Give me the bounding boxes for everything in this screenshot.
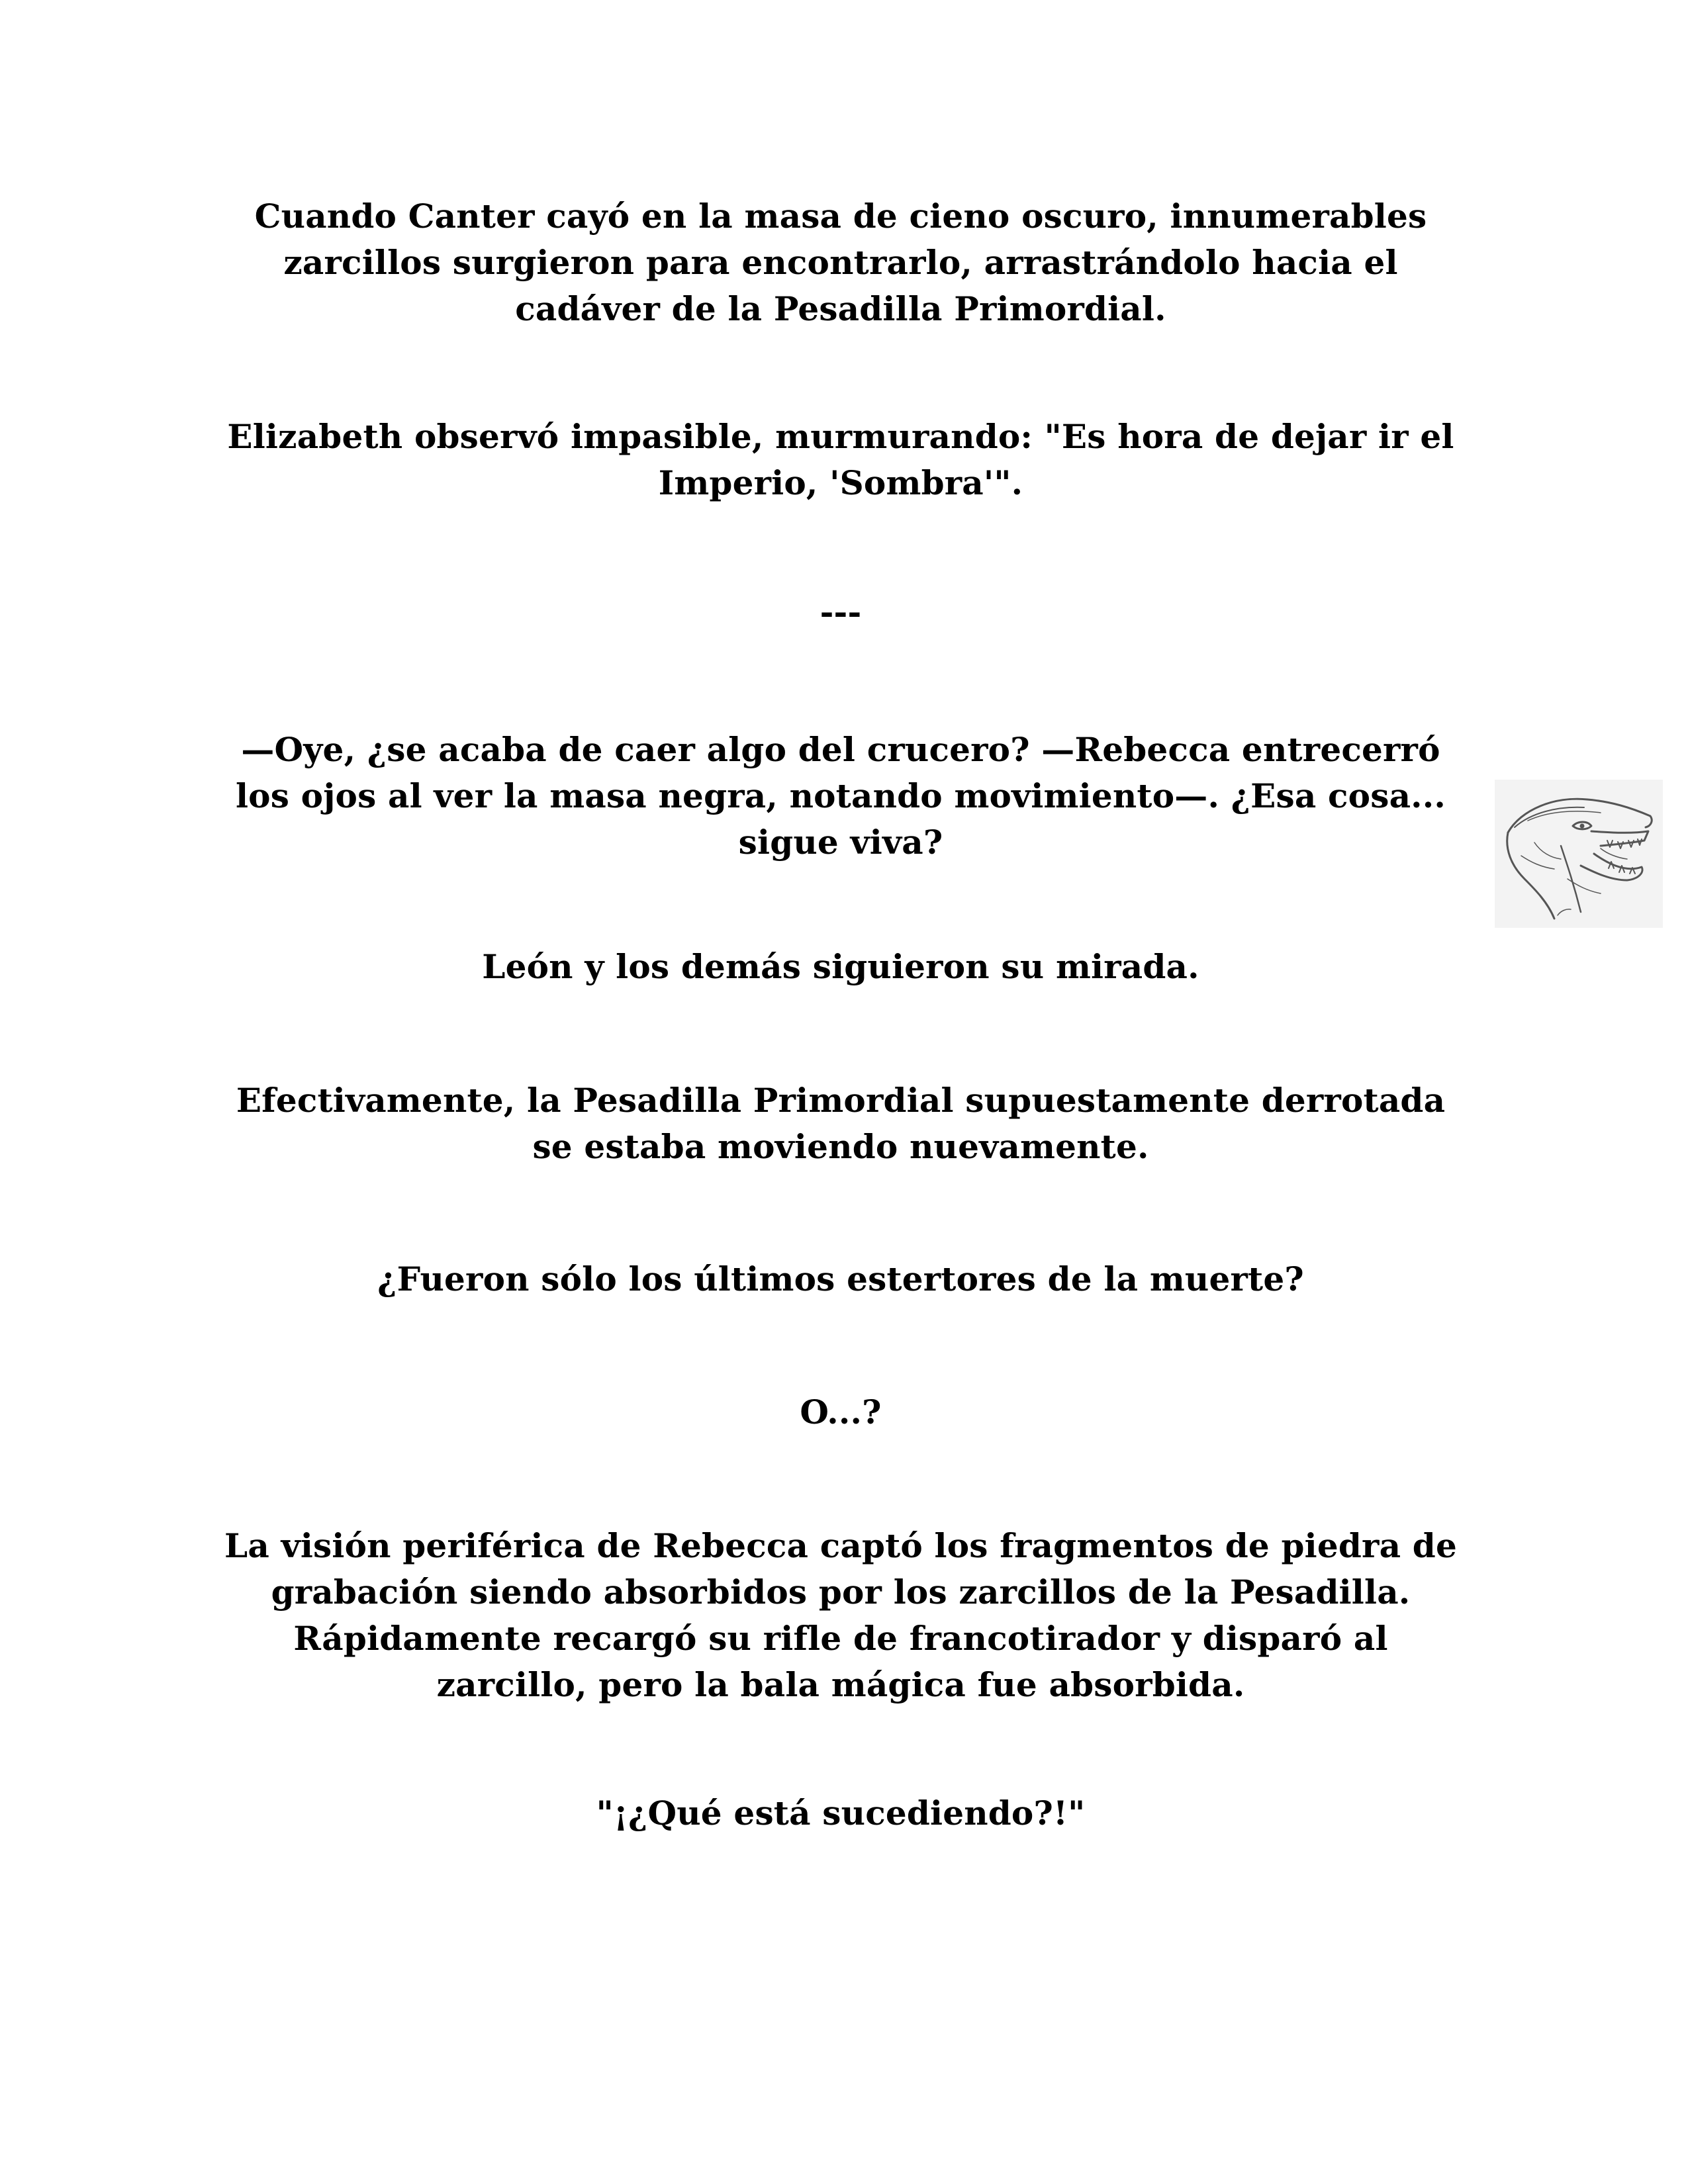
section-separator: --- <box>820 592 862 631</box>
paragraph-5: Efectivamente, la Pesadilla Primordial supuestamente derrotada se estaba moviendo nuevamente. <box>236 1081 1446 1166</box>
paragraph-6: ¿Fueron sólo los últimos estertores de la muerte? <box>377 1259 1304 1298</box>
paragraph-9: "¡¿Qué está sucediendo?!" <box>596 1794 1086 1833</box>
paragraph-4: León y los demás siguieron su mirada. <box>482 947 1199 986</box>
dinosaur-head-sketch-icon <box>1495 780 1663 928</box>
paragraph-3: —Oye, ¿se acaba de caer algo del crucero? —Rebecca entrecerró los ojos al ver la masa negra, notando movimiento—. ¿Esa cosa... sigue viva? <box>235 730 1446 862</box>
paragraph-2: Elizabeth observó impasible, murmurando: "Es hora de dejar ir el Imperio, 'Sombra'". <box>227 417 1454 502</box>
paragraph-1: Cuando Canter cayó en la masa de cieno oscuro, innumerables zarcillos surgieron para encontrarlo, arrastrándolo hacia el cadáver de la Pesadilla Primordial. <box>254 197 1427 328</box>
paragraph-8: La visión periférica de Rebecca captó los fragmentos de piedra de grabación siendo absorbidos por los zarcillos de la Pesadilla. Rápidamente recargó su rifle de francotirador y disparó al zarcillo, pero la bala mágica fue absorbida. <box>224 1526 1457 1704</box>
paragraph-7: O...? <box>800 1392 882 1432</box>
